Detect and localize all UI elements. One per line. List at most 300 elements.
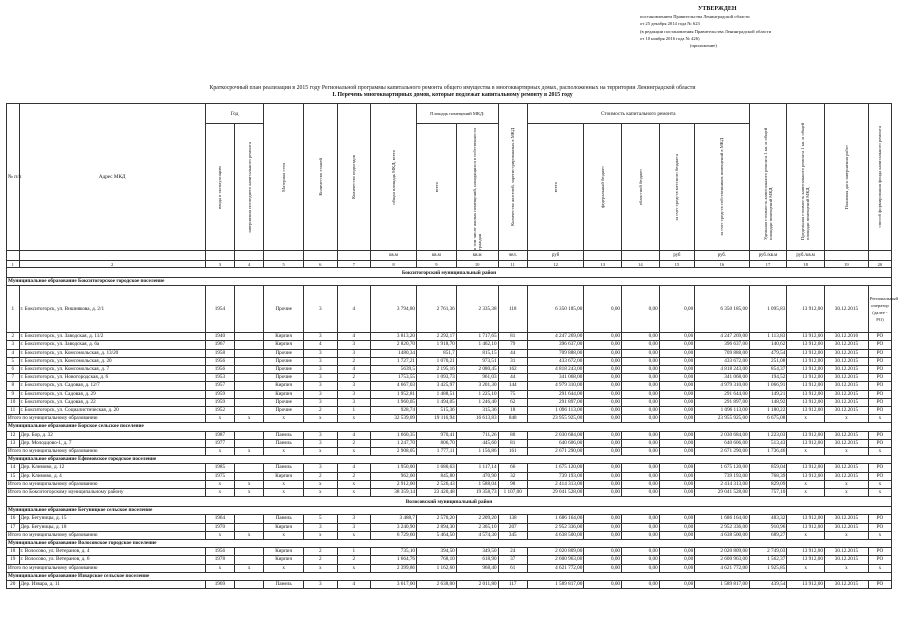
table-cell: 16 613,83 bbox=[456, 415, 498, 423]
table-cell: 13 912,00 bbox=[787, 341, 825, 349]
table-cell: кв.м bbox=[417, 251, 457, 261]
table-cell bbox=[235, 251, 264, 261]
table-cell: 973,51 bbox=[456, 357, 498, 365]
table-cell: 17 bbox=[749, 261, 787, 268]
col-cost-federal-header: федеральный бюджет bbox=[584, 124, 622, 251]
table-cell: 6 350 185,00 bbox=[695, 286, 749, 333]
table-cell: Панель bbox=[264, 464, 304, 472]
table-cell: 1 660,35 bbox=[371, 431, 417, 439]
table-cell: 1 918,70 bbox=[417, 341, 457, 349]
table-cell: x bbox=[304, 448, 337, 456]
table-cell: Кирпич bbox=[264, 382, 304, 390]
table-cell: РО bbox=[868, 390, 891, 398]
table-cell: Дер. Бегуницы, д. 18 bbox=[19, 523, 205, 531]
table-row bbox=[7, 556, 892, 564]
table-cell: 1 675 120,00 bbox=[527, 464, 583, 472]
table-cell: 1 246,40 bbox=[456, 398, 498, 406]
table-cell: 13 912,00 bbox=[787, 515, 825, 523]
table-cell: 0,00 bbox=[622, 515, 660, 523]
table-cell: 13 912,00 bbox=[787, 382, 825, 390]
table-cell: 98 bbox=[498, 480, 527, 488]
table-cell: 3 bbox=[304, 390, 337, 398]
table-cell: 4 bbox=[337, 366, 370, 374]
table-cell: 3 813,20 bbox=[371, 333, 417, 341]
table-cell: 0,00 bbox=[622, 523, 660, 531]
table-cell: 13 912,00 bbox=[787, 374, 825, 382]
table-cell: 291 897,00 bbox=[695, 398, 749, 406]
table-cell: 3 bbox=[304, 523, 337, 531]
table-cell: 0,00 bbox=[659, 415, 695, 423]
table-cell: 2 030 684,00 bbox=[695, 431, 749, 439]
table-cell: 0,00 bbox=[622, 357, 660, 365]
table-cell: 18 bbox=[7, 548, 20, 556]
table-cell: 3 bbox=[304, 366, 337, 374]
table-cell: x bbox=[337, 480, 370, 488]
table-cell: РО bbox=[868, 581, 891, 589]
table-cell: 0,00 bbox=[622, 286, 660, 333]
municipality-title: Муниципальное образование Борское сельское поселение bbox=[7, 423, 892, 431]
table-cell: 970,41 bbox=[417, 431, 457, 439]
table-cell: 0,00 bbox=[659, 439, 695, 447]
table-row bbox=[7, 548, 892, 556]
table-cell: x bbox=[205, 531, 234, 539]
table-cell bbox=[235, 581, 264, 589]
table-cell: 768,39 bbox=[749, 472, 787, 480]
table-cell: 4 bbox=[337, 464, 370, 472]
table-cell: x bbox=[304, 415, 337, 423]
table-cell bbox=[7, 251, 20, 261]
table-cell: 0,00 bbox=[622, 398, 660, 406]
table-cell: 0,00 bbox=[584, 564, 622, 572]
table-cell: x bbox=[264, 415, 304, 423]
municipality-title: Муниципальное образование Бегуницкое сельское поселение bbox=[7, 507, 892, 515]
table-cell: x bbox=[235, 564, 264, 572]
table-cell: 1970 bbox=[205, 523, 234, 531]
table-cell: г. Бокситогорск, ул. Новогородская, д. 6 bbox=[19, 374, 205, 382]
table-cell bbox=[235, 439, 264, 447]
table-cell: 1967 bbox=[205, 341, 234, 349]
table-cell: 3 bbox=[337, 515, 370, 523]
table-cell: 396 637,00 bbox=[527, 341, 583, 349]
table-cell: x bbox=[787, 489, 825, 497]
table-cell: 44 bbox=[498, 349, 527, 357]
table-cell: 15 bbox=[7, 472, 20, 480]
table-cell: 81 bbox=[498, 333, 527, 341]
table-cell: x bbox=[824, 564, 868, 572]
table-cell: 1 925,85 bbox=[749, 564, 787, 572]
table-cell: РО bbox=[868, 333, 891, 341]
table-cell: 3 bbox=[304, 464, 337, 472]
table-cell: г. Бокситогорск, ул. Комсомольская, д. 20 bbox=[19, 357, 205, 365]
table-cell: 2 bbox=[304, 556, 337, 564]
units-row bbox=[7, 251, 892, 261]
table-cell: Кирпич bbox=[264, 556, 304, 564]
table-cell: 3 240,90 bbox=[371, 523, 417, 531]
table-cell: РО bbox=[868, 382, 891, 390]
table-cell: 75 bbox=[498, 390, 527, 398]
table-cell: 0,00 bbox=[659, 349, 695, 357]
table-cell: 2 952 336,00 bbox=[695, 523, 749, 531]
table-cell: 1 589 817,00 bbox=[527, 581, 583, 589]
table-cell: 1 247,70 bbox=[371, 439, 417, 447]
table-cell: 5 bbox=[7, 357, 20, 365]
table-cell: 815,15 bbox=[456, 349, 498, 357]
table-cell: 1 462,10 bbox=[456, 341, 498, 349]
table-cell: 1954 bbox=[205, 286, 234, 333]
table-cell: 345 bbox=[498, 531, 527, 539]
table-row bbox=[7, 407, 892, 415]
table-cell: Дер. Климово, д. 12 bbox=[19, 464, 205, 472]
table-cell: 2 894,30 bbox=[417, 523, 457, 531]
col-unit-cost-header: Удельная стоимость капитального ремонта 1 кв. м общей площади помещений МКД bbox=[749, 104, 787, 251]
table-cell bbox=[622, 251, 660, 261]
table-cell: 1 488,51 bbox=[417, 390, 457, 398]
table-cell: Дер. Извара, д. 11 bbox=[19, 581, 205, 589]
table-cell: 806,70 bbox=[417, 439, 457, 447]
table-cell bbox=[235, 366, 264, 374]
table-row bbox=[7, 382, 892, 390]
table-cell: 30.12.2015 bbox=[824, 548, 868, 556]
approval-line: от 10 ноября 2016 года № 426) bbox=[640, 35, 700, 41]
table-cell: 0,00 bbox=[659, 407, 695, 415]
table-cell: 30.12.2015 bbox=[824, 472, 868, 480]
table-cell: 2 020 809,00 bbox=[527, 548, 583, 556]
table-cell: 37 bbox=[498, 556, 527, 564]
table-cell: Панель bbox=[264, 581, 304, 589]
col-area-private-header: в том числе жилых помещений, находящихся в собственности граждан bbox=[456, 124, 498, 251]
table-cell: 2 912,00 bbox=[371, 480, 417, 488]
table-cell: x bbox=[337, 489, 370, 497]
table-cell: 251,08 bbox=[749, 357, 787, 365]
table-cell: г. Бокситогорск, ул. Заводская, д. 11/2 bbox=[19, 333, 205, 341]
table-cell: 3 bbox=[337, 523, 370, 531]
col-num-header: № п/п bbox=[7, 104, 20, 251]
table-cell: Панель bbox=[264, 515, 304, 523]
municipality-title: Муниципальное образование Волосовское городское поселение bbox=[7, 540, 892, 548]
col-fund-header: способ формирования фонда капитального ремонта bbox=[868, 104, 891, 251]
table-cell: 961,03 bbox=[456, 374, 498, 382]
table-cell: 1 096 113,00 bbox=[695, 407, 749, 415]
table-cell: РО bbox=[868, 523, 891, 531]
table-cell: 4 bbox=[7, 349, 20, 357]
table-cell bbox=[824, 251, 868, 261]
table-cell: 19 358,73 bbox=[456, 489, 498, 497]
region-row bbox=[7, 497, 892, 507]
table-cell: 396 637,00 bbox=[695, 341, 749, 349]
table-cell: 1 223,03 bbox=[749, 431, 787, 439]
table-cell: 10 bbox=[7, 398, 20, 406]
table-cell: 18 bbox=[498, 407, 527, 415]
approval-line: постановлением Правительства Ленинградской области bbox=[640, 14, 750, 20]
table-cell: 20 bbox=[7, 581, 20, 589]
table-cell: 291 644,00 bbox=[695, 390, 749, 398]
table-cell: 13 912,00 bbox=[787, 366, 825, 374]
table-cell: 0,00 bbox=[584, 523, 622, 531]
table-cell bbox=[235, 398, 264, 406]
table-cell: 2 bbox=[19, 261, 205, 268]
table-cell: 0,00 bbox=[584, 464, 622, 472]
table-row bbox=[7, 398, 892, 406]
col-entrances-header: Количество подъездов bbox=[337, 104, 370, 251]
table-cell: 0,00 bbox=[622, 464, 660, 472]
table-cell: 3 bbox=[304, 374, 337, 382]
table-cell: г. Бокситогорск, ул. Садовая, д. 22 bbox=[19, 398, 205, 406]
table-cell: 0,00 bbox=[622, 366, 660, 374]
table-cell: 739 193,00 bbox=[527, 472, 583, 480]
table-cell: г. Бокситогорск, ул. Комсомольская, д. 7 bbox=[19, 366, 205, 374]
table-cell bbox=[235, 515, 264, 523]
table-cell: 2 414 313,00 bbox=[695, 480, 749, 488]
total-row bbox=[7, 489, 892, 497]
col-year-commission-header: ввода в эксплуатацию bbox=[205, 124, 234, 251]
table-cell: 30.12.2015 bbox=[824, 407, 868, 415]
table-row bbox=[7, 333, 892, 341]
table-cell: г. Волосово, ул. Ветеранов, д. 6 bbox=[19, 556, 205, 564]
approval-block bbox=[640, 6, 771, 49]
table-cell: 0,00 bbox=[622, 390, 660, 398]
table-row bbox=[7, 431, 892, 439]
table-cell: 9 bbox=[417, 261, 457, 268]
table-cell: 2 bbox=[337, 357, 370, 365]
table-cell: 1 066,91 bbox=[749, 382, 787, 390]
table-cell: 0,00 bbox=[584, 480, 622, 488]
table-cell: x bbox=[235, 415, 264, 423]
table-cell: 16 bbox=[695, 261, 749, 268]
table-cell: 31 bbox=[498, 357, 527, 365]
approval-line: (в редакции постановления Правительства Ленинградской области bbox=[640, 28, 772, 34]
table-cell: x bbox=[824, 415, 868, 423]
table-cell: 0,00 bbox=[659, 382, 695, 390]
table-cell: 30.12.2015 bbox=[824, 366, 868, 374]
table-cell: г. Бокситогорск, ул. Вишнякова, д. 2/1 bbox=[19, 286, 205, 333]
table-cell: 13 912,00 bbox=[787, 333, 825, 341]
municipality-title: Муниципальное образование Изварское сельское поселение bbox=[7, 572, 892, 580]
table-cell: 2 bbox=[304, 472, 337, 480]
table-cell bbox=[235, 341, 264, 349]
table-cell: x bbox=[337, 564, 370, 572]
table-cell: x bbox=[868, 531, 891, 539]
table-cell: 11 bbox=[7, 407, 20, 415]
table-cell: 2 414 313,00 bbox=[527, 480, 583, 488]
table-cell: 3 bbox=[304, 382, 337, 390]
table-cell: РО bbox=[868, 357, 891, 365]
table-cell: 470,90 bbox=[456, 472, 498, 480]
table-cell: 1 095,83 bbox=[749, 286, 787, 333]
table-cell: 0,00 bbox=[584, 357, 622, 365]
table-cell: x bbox=[337, 415, 370, 423]
table-cell: 66 bbox=[498, 464, 527, 472]
table-cell: 0,00 bbox=[584, 390, 622, 398]
table-cell: 6 729,60 bbox=[371, 531, 417, 539]
table-cell bbox=[235, 374, 264, 382]
table-cell: 0,00 bbox=[659, 515, 695, 523]
table-cell: 515,36 bbox=[417, 407, 457, 415]
table-cell: Итого по муниципальному образованию bbox=[7, 415, 206, 423]
table-cell: 851,7 bbox=[417, 349, 457, 357]
table-cell: Прочие bbox=[264, 398, 304, 406]
table-cell bbox=[235, 390, 264, 398]
table-cell: 149,21 bbox=[749, 390, 787, 398]
table-cell: 3 488,7 bbox=[371, 515, 417, 523]
region-title: Волосовский муниципальный район bbox=[7, 497, 892, 507]
table-row bbox=[7, 357, 892, 365]
table-cell: 0,00 bbox=[622, 341, 660, 349]
table-cell: 513,43 bbox=[749, 439, 787, 447]
table-cell: 1 588,04 bbox=[456, 480, 498, 488]
table-cell: 0,00 bbox=[622, 382, 660, 390]
table-cell: 1 107,00 bbox=[498, 489, 527, 497]
table-cell: 0,00 bbox=[584, 515, 622, 523]
table-cell: 0,00 bbox=[659, 448, 695, 456]
table-cell: РО bbox=[868, 439, 891, 447]
table-cell: 757,10 bbox=[749, 489, 787, 497]
table-cell: 1 736,46 bbox=[749, 448, 787, 456]
table-cell: 13 912,00 bbox=[787, 398, 825, 406]
table-cell: 1 180,22 bbox=[749, 407, 787, 415]
table-cell: Кирпич bbox=[264, 472, 304, 480]
table-cell: x bbox=[337, 531, 370, 539]
table-cell: РО bbox=[868, 374, 891, 382]
table-cell: 928,74 bbox=[371, 407, 417, 415]
table-cell: 1985 bbox=[205, 464, 234, 472]
table-cell: 0,00 bbox=[622, 333, 660, 341]
table-cell: x bbox=[304, 480, 337, 488]
municipality-row bbox=[7, 423, 892, 431]
table-cell: 2 bbox=[337, 556, 370, 564]
table-cell: 3 bbox=[337, 341, 370, 349]
table-cell: Прочие bbox=[264, 407, 304, 415]
table-cell bbox=[235, 382, 264, 390]
table-cell: 4 bbox=[235, 261, 264, 268]
table-cell bbox=[584, 251, 622, 261]
table-cell: 0,00 bbox=[622, 556, 660, 564]
col-max-cost-header: Предельная стоимость капитального ремонта 1 кв. м общей площади помещений МКД bbox=[787, 104, 825, 251]
table-cell: РО bbox=[868, 556, 891, 564]
table-cell: Дер. Климово, д. 4 bbox=[19, 472, 205, 480]
table-cell: 0,00 bbox=[659, 489, 695, 497]
table-cell: 640 606,00 bbox=[527, 439, 583, 447]
table-cell: 4 667,03 bbox=[371, 382, 417, 390]
table-cell: г. Бокситогорск, ул. Комсомольская, д. 13/20 bbox=[19, 349, 205, 357]
table-cell: 30.12.2016 bbox=[824, 333, 868, 341]
table-cell: 30.12.2015 bbox=[824, 556, 868, 564]
table-cell: 23 955 925,00 bbox=[527, 415, 583, 423]
table-cell: 4 bbox=[337, 581, 370, 589]
table-cell: 30.12.2015 bbox=[824, 515, 868, 523]
table-cell: 13 912,00 bbox=[787, 523, 825, 531]
table-cell: 162 bbox=[498, 366, 527, 374]
table-cell: 2 952 336,00 bbox=[527, 523, 583, 531]
table-cell: 14 bbox=[7, 464, 20, 472]
table-cell: x bbox=[337, 448, 370, 456]
table-cell: 3 bbox=[337, 390, 370, 398]
table-cell bbox=[235, 523, 264, 531]
region-row bbox=[7, 268, 892, 278]
table-cell: 30.12.2015 bbox=[824, 398, 868, 406]
table-cell: 13 912,00 bbox=[787, 472, 825, 480]
table-cell: 1956 bbox=[205, 357, 234, 365]
table-cell: 2 bbox=[337, 472, 370, 480]
table-cell: 2 526,43 bbox=[417, 480, 457, 488]
table-cell: 13 bbox=[7, 439, 20, 447]
table-cell: 4 247 269,00 bbox=[527, 333, 583, 341]
table-cell: x bbox=[235, 489, 264, 497]
table-cell: 2 671 290,00 bbox=[527, 448, 583, 456]
col-cost-regional-header: областной бюджет bbox=[622, 124, 660, 251]
table-cell bbox=[868, 251, 891, 261]
table-cell: 3 bbox=[304, 581, 337, 589]
table-cell: 16 bbox=[7, 515, 20, 523]
table-row bbox=[7, 464, 892, 472]
table-cell: 2 671 290,00 bbox=[695, 448, 749, 456]
table-cell: 1 950,00 bbox=[371, 464, 417, 472]
table-cell: x bbox=[235, 531, 264, 539]
table-cell: 4 818 243,00 bbox=[527, 366, 583, 374]
table-cell: РО bbox=[868, 472, 891, 480]
table-cell: 13 912,00 bbox=[787, 439, 825, 447]
table-cell: 0,00 bbox=[659, 480, 695, 488]
table-cell: 44 bbox=[498, 374, 527, 382]
table-cell: руб./кв.м bbox=[749, 251, 787, 261]
table-cell: 1940 bbox=[205, 333, 234, 341]
table-cell: 2 209,20 bbox=[456, 515, 498, 523]
table-cell: 81 bbox=[498, 439, 527, 447]
table-cell: 11 bbox=[498, 261, 527, 268]
table-cell: Дер. Молодцово-1, д. 7 bbox=[19, 439, 205, 447]
table-cell: 341 068,00 bbox=[695, 374, 749, 382]
table-cell: 1 664,76 bbox=[371, 556, 417, 564]
table-cell: 18 bbox=[787, 261, 825, 268]
col-floors-header: Количество этажей bbox=[304, 104, 337, 251]
table-cell: 30.12.2015 bbox=[824, 439, 868, 447]
table-cell: 207 bbox=[498, 523, 527, 531]
table-cell bbox=[205, 251, 234, 261]
table-cell: Кирпич bbox=[264, 390, 304, 398]
table-cell: 13 912,00 bbox=[787, 390, 825, 398]
table-cell: 0,00 bbox=[659, 357, 695, 365]
table-cell: 1957 bbox=[205, 382, 234, 390]
table-cell: x bbox=[787, 415, 825, 423]
table-row bbox=[7, 341, 892, 349]
table-cell: 0,00 bbox=[584, 374, 622, 382]
table-cell: 14 bbox=[622, 261, 660, 268]
table-cell: x bbox=[205, 564, 234, 572]
table-cell: 3 bbox=[337, 382, 370, 390]
column-index-row bbox=[7, 261, 892, 268]
table-cell: 711,26 bbox=[456, 431, 498, 439]
table-cell: 0,00 bbox=[584, 581, 622, 589]
table-cell bbox=[304, 251, 337, 261]
table-cell: 13 912,00 bbox=[787, 556, 825, 564]
table-cell: 4 621 772,00 bbox=[527, 564, 583, 572]
col-cost-total-header: всего bbox=[527, 124, 583, 251]
table-cell: 13 912,00 bbox=[787, 357, 825, 365]
table-cell: 13 912,00 bbox=[787, 349, 825, 357]
table-cell: РО bbox=[868, 464, 891, 472]
table-cell: 1 727,21 bbox=[371, 357, 417, 365]
table-cell: 0,00 bbox=[659, 366, 695, 374]
table-cell: 17 bbox=[7, 523, 20, 531]
table-cell: 6 675,08 bbox=[749, 415, 787, 423]
table-cell: x bbox=[205, 489, 234, 497]
table-cell: x bbox=[824, 531, 868, 539]
table-cell: 0,00 bbox=[584, 448, 622, 456]
table-cell: 0,00 bbox=[584, 366, 622, 374]
table-cell: 0,00 bbox=[622, 531, 660, 539]
table-cell: 1 117,14 bbox=[456, 464, 498, 472]
table-cell: 29 041 528,00 bbox=[527, 489, 583, 497]
table-cell: 1956 bbox=[205, 366, 234, 374]
